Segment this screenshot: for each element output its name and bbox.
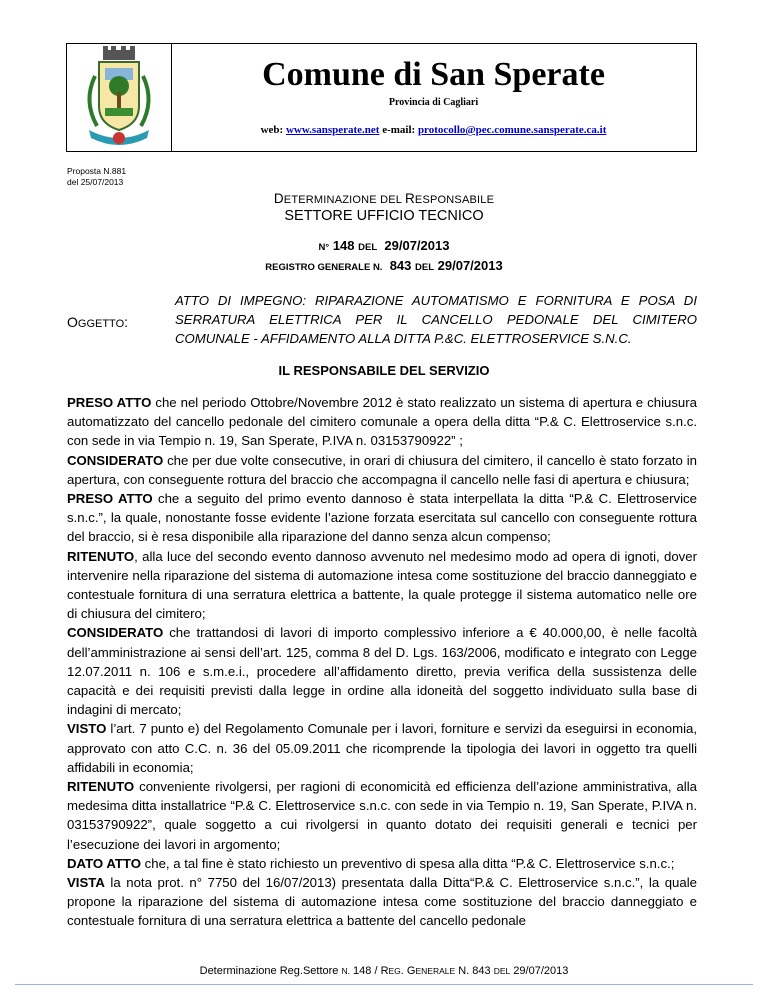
responsabile-heading: IL RESPONSABILE DEL SERVIZIO: [278, 363, 490, 378]
footer-divider: [15, 984, 753, 985]
letterhead: [66, 43, 697, 152]
coat-of-arms-icon: [75, 46, 163, 148]
determinazione-heading: DETERMINAZIONE DEL RESPONSABILE: [273, 191, 495, 206]
contacts-line: [171, 124, 696, 136]
paragraph: VISTA la nota prot. n° 7750 del 16/07/2013) presentata dalla Ditta“P.& C. Elettroservice s.n.c.”, la quale propone la riparazione del sistema di automazione intesa come sostituzione del braccio danneggiato e contestuale fornitura di una serratura elettrica a battente del cancello pedonale: [67, 875, 697, 929]
website-link[interactable]: www.sansperate.net: [285, 124, 380, 136]
proposta-number: Proposta N.881: [67, 166, 127, 176]
email-label: e-mail:: [382, 124, 416, 136]
document-body: [67, 393, 697, 931]
paragraph: PRESO ATTO che a seguito del primo evento dannoso è stata interpellata la ditta “P.& C. Elettroservice s.n.c.”, la quale, nonostante fosse evidente l’azione forzata esercitata sul cancello con conseguente rottura del braccio, si è resa disponibile alla riparazione del danno senza alcun compenso;: [67, 491, 697, 545]
settore-heading: SETTORE UFFICIO TECNICO: [284, 208, 484, 224]
paragraph: RITENUTO, alla luce del secondo evento dannoso avvenuto nel medesimo modo ad opera di ignoti, dover intervenire nella riparazione del sistema di automazione intesa come sostituzione del braccio danneggiato e contestuale fornitura di una serratura elettrica a battente, la quale protegge il sistema automatico nelle ore di chiusura del cimitero;: [67, 548, 697, 622]
proposta-date: del 25/07/2013: [67, 177, 124, 187]
determinazione-number: N° 148 DEL 29/07/2013: [318, 238, 450, 253]
paragraph: CONSIDERATO che trattandosi di lavori di importo complessivo inferiore a € 40.000,00, è nelle facoltà dell’amministrazione ai sensi dell’art. 125, comma 8 del D. Lgs. 163/2006, modificato e integrato con Legge 12.07.2011 n. 106 e s.m.e.i., procedere all’affidamento diretto, previa verifica della sussistenza delle capacità e dei requisiti previsti dalla legge in ordine alla idoneità del soggetto individuato sulla base di indagini di mercato;: [67, 625, 697, 718]
web-label: web:: [260, 124, 284, 136]
oggetto-text: ATTO DI IMPEGNO: RIPARAZIONE AUTOMATISMO E FORNITURA E POSA DI SERRATURA ELETTRICA PER IL CANCELLO PEDONALE DEL CIMITERO COMUNALE - AFFIDAMENTO ALLA DITTA P.&C. ELETTROSERVICE S.N.C.: [175, 293, 697, 347]
paragraph: DATO ATTO che, a tal fine è stato richiesto un preventivo di spesa alla ditta “P.& C. Elettroservice s.n.c.;: [67, 855, 675, 871]
provincia-label: Provincia di Cagliari: [388, 97, 479, 108]
registro-generale: REGISTRO GENERALE N. 843 DEL 29/07/2013: [265, 258, 503, 273]
paragraph: CONSIDERATO che per due volte consecutive, in orari di chiusura del cimitero, il cancello è stato forzato in apertura, con conseguente rottura del braccio che accompagna il cancello nelle fasi di apertura e chiusura;: [67, 452, 697, 487]
oggetto-label: OGGETTO:: [67, 314, 129, 330]
page-footer: Determinazione Reg.Settore N. 148 / REG. GENERALE N. 843 DEL 29/07/2013: [199, 965, 569, 977]
comune-title: Comune di San Sperate: [262, 56, 605, 93]
paragraph: VISTO l’art. 7 punto e) del Regolamento Comunale per i lavori, forniture e servizi da eseguirsi in economia, approvato con atto C.C. n. 36 del 05.09.2011 che ricomprende la tipologia dei lavori in oggetto tra quelli affidabili in economia;: [67, 721, 697, 775]
coat-of-arms-cell: [67, 44, 172, 151]
paragraph: RITENUTO conveniente rivolgersi, per ragioni di economicità ed efficienza dell’azione amministrativa, alla medesima ditta installatrice “P.& C. Elettroservice s.n.c. con sede in via Tempio n. 19, San Sperate, P.IVA n. 03153790922”, quale soggetto a cui rivolgersi in quanto dotato dei requisiti generali e tecnici per l’esecuzione dei lavori in argomento;: [67, 779, 697, 852]
proposta-info: [67, 166, 126, 188]
email-link[interactable]: protocollo@pec.comune.sansperate.ca.it: [417, 124, 607, 136]
paragraph: PRESO ATTO che nel periodo Ottobre/Novembre 2012 è stato realizzato un sistema di apertura e chiusura automatizzato del cancello pedonale del cimitero comunale a opera della ditta “P.& C. Elettroservice s.n.c. con sede in via Tempio n. 19, San Sperate, P.IVA n. 03153790922” ;: [67, 395, 697, 449]
